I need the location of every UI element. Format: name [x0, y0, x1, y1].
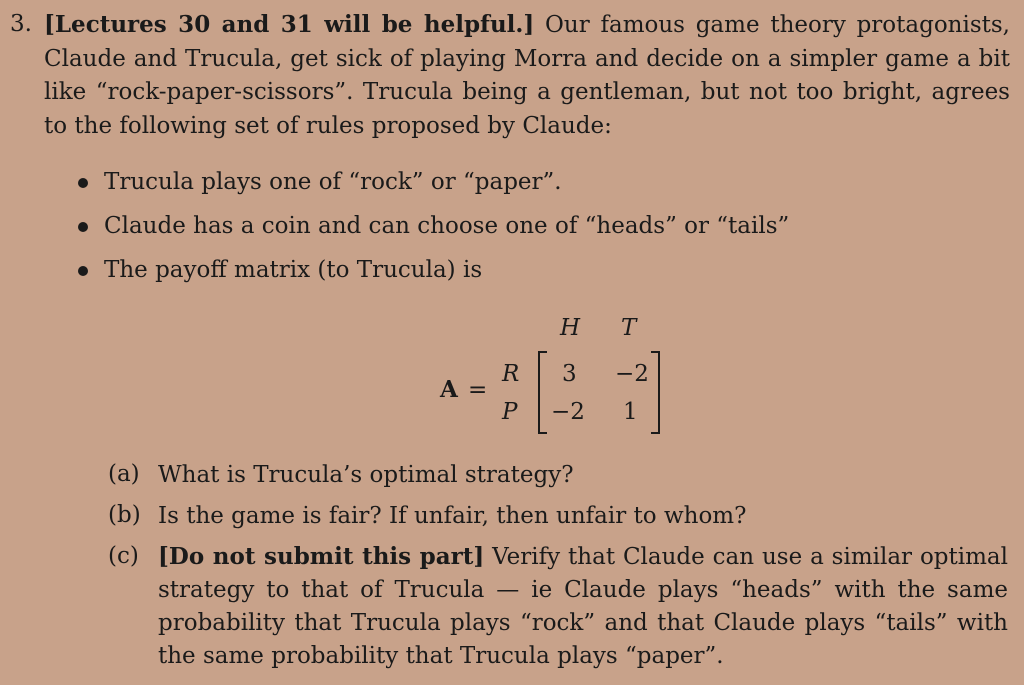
- part-body: Verify that Claude can use a similar optimal strategy to that of Trucula — ie Claude plays “heads” with the same probability that Trucula plays “rock” and that Claude plays “tails” with the same probability that Trucula plays “paper”.: [158, 544, 1008, 669]
- rule-text: Claude has a coin and can choose one of “heads” or “tails”: [104, 213, 790, 239]
- matrix-cell-r-h: 3: [562, 361, 577, 387]
- question-parts: [108, 458, 1008, 680]
- rule-text: The payoff matrix (to Trucula) is: [104, 257, 483, 283]
- part-text: [158, 540, 1008, 673]
- part-text: [158, 458, 1008, 492]
- part-item: [108, 458, 1008, 492]
- part-body: What is Trucula’s optimal strategy?: [158, 462, 574, 488]
- part-item: [108, 540, 1008, 673]
- question-number: 3.: [10, 11, 32, 37]
- matrix-equals: =: [468, 377, 488, 403]
- part-item: [108, 499, 1008, 533]
- part-label: (a): [108, 461, 140, 487]
- question-body: Our famous game theory protagonists, Claude and Trucula, get sick of playing Morra and decide on a simpler game a bit like “rock-paper-scissors”. Trucula being a gentleman, but not too bright, agrees to the following set of rules proposed by Claude:: [44, 12, 1010, 139]
- row-label-rock: R: [502, 361, 520, 387]
- column-label-tails: T: [621, 315, 637, 341]
- part-body: Is the game is fair? If unfair, then unfair to whom?: [158, 503, 747, 529]
- matrix-cell-r-t: −2: [615, 361, 649, 387]
- part-text: [158, 499, 1008, 533]
- left-bracket: [538, 351, 547, 434]
- row-label-paper: P: [502, 399, 518, 425]
- column-label-heads: H: [560, 315, 581, 341]
- matrix-cell-p-t: 1: [623, 399, 638, 425]
- matrix-cell-p-h: −2: [551, 399, 585, 425]
- question-bold-lead: [Lectures 30 and 31 will be helpful.]: [44, 11, 535, 38]
- matrix-name: A: [440, 376, 458, 403]
- part-bold: [Do not submit this part]: [158, 543, 485, 570]
- part-label: (c): [108, 543, 139, 569]
- right-bracket: [651, 351, 660, 434]
- rule-text: Trucula plays one of “rock” or “paper”.: [104, 169, 562, 195]
- part-label: (b): [108, 502, 141, 528]
